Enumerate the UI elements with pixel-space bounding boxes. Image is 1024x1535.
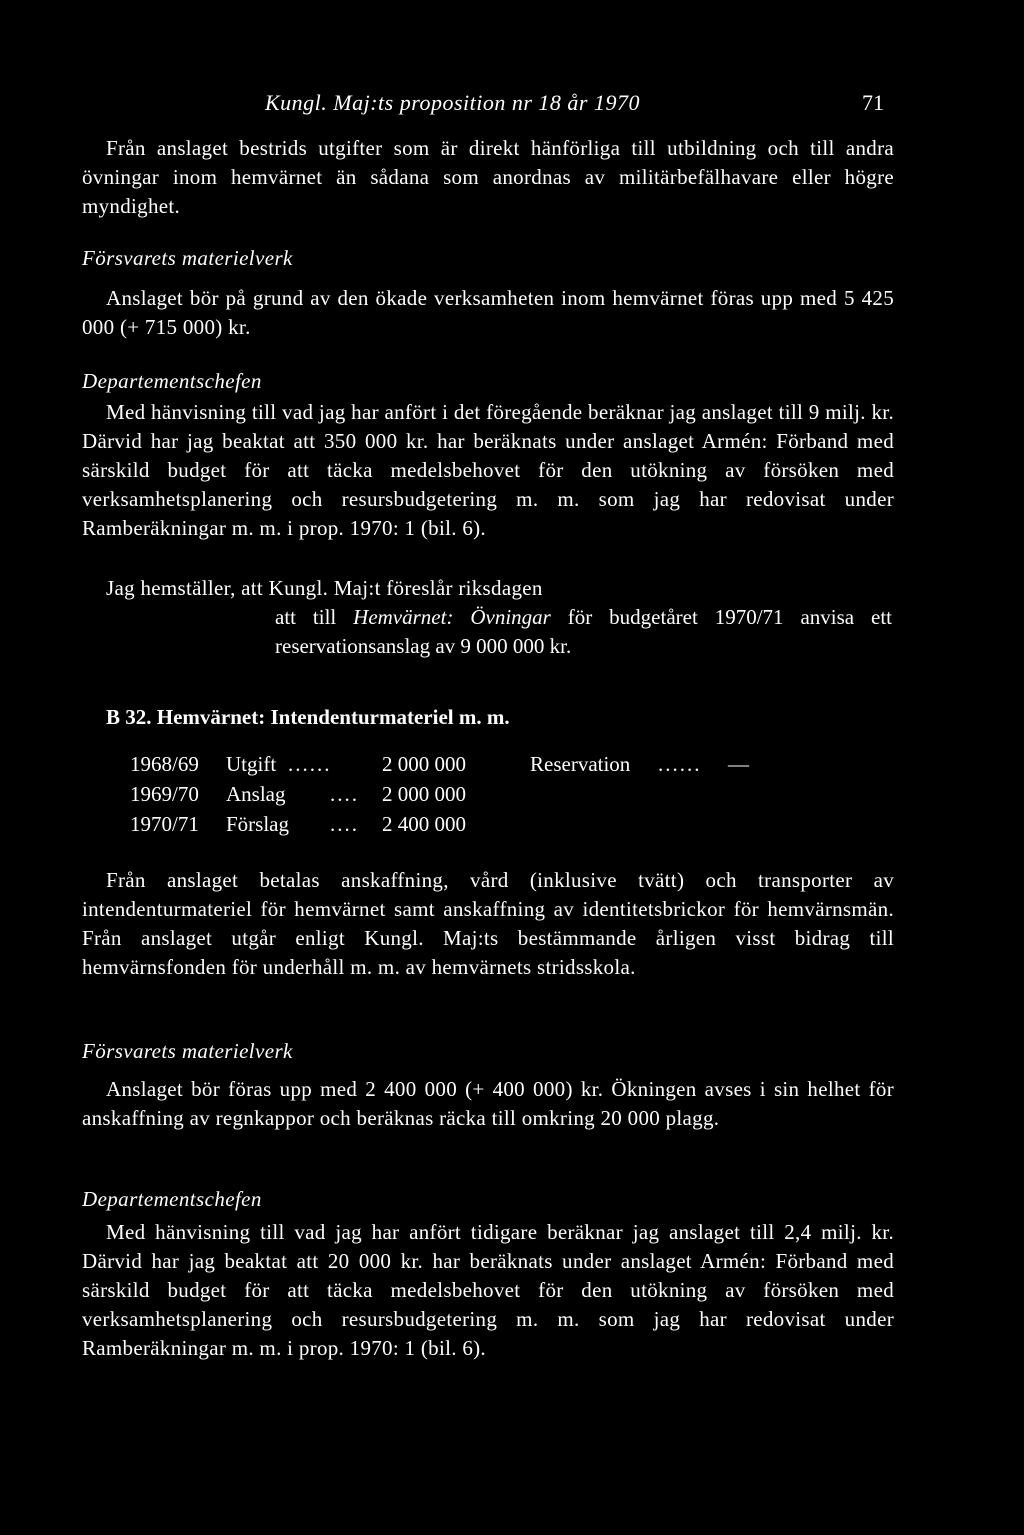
proposal-pre: att till xyxy=(275,605,354,629)
budget-year: 1968/69 xyxy=(130,752,199,776)
page-number: 71 xyxy=(862,90,884,115)
budget-label: Anslag xyxy=(226,782,286,806)
budget-label: Utgift xyxy=(226,752,277,776)
budget-row xyxy=(130,782,466,807)
running-header-title: Kungl. Maj:ts proposition nr 18 år 1970 xyxy=(265,90,640,115)
paragraph-materielverk-request-1: Anslaget bör på grund av den ökade verksamheten inom hemvärnet föras upp med 5 425 000 (+ 715 000) kr. xyxy=(82,286,894,339)
budget-year: 1969/70 xyxy=(130,782,199,806)
budget-dots: ...... xyxy=(288,752,332,776)
budget-dots: .... xyxy=(330,782,359,806)
reservation-dots: ...... xyxy=(658,752,702,776)
paragraph-materielverk-request-2: Anslaget bör föras upp med 2 400 000 (+ 400 000) kr. Ökningen avses i sin helhet för anskaffning av regnkappor och beräknas räcka till omkring 20 000 plagg. xyxy=(82,1077,894,1130)
budget-dots: .... xyxy=(330,812,359,836)
budget-amount: 2 000 000 xyxy=(382,782,466,806)
budget-row xyxy=(130,752,749,777)
paragraph-hemstaller: Jag hemställer, att Kungl. Maj:t föreslår riksdagen xyxy=(106,576,543,600)
heading-forsvarets-materielverk-2: Försvarets materielverk xyxy=(82,1039,293,1063)
paragraph-departementschefen-2: Med hänvisning till vad jag har anfört tidigare beräknar jag anslaget till 2,4 milj. kr. Därvid har jag beaktat att 20 000 kr. har beräknats under anslaget Armén: Förband med särskild budget för att täcka medelsbehovet för den utökning av försöken med verksamhetsplanering och resursbudgetering m. m. som jag har redovisat under Ramberäkningar m. m. i prop. 1970: 1 (bil. 6). xyxy=(82,1220,894,1360)
section-title: B 32. Hemvärnet: Intendenturmateriel m. m. xyxy=(106,705,510,729)
budget-year: 1970/71 xyxy=(130,812,199,836)
paragraph-proposal xyxy=(275,603,892,661)
budget-amount: 2 000 000 xyxy=(382,752,466,776)
reservation-value: — xyxy=(728,752,749,776)
budget-row xyxy=(130,812,466,837)
budget-amount: 2 400 000 xyxy=(382,812,466,836)
proposal-post: för budgetåret 1970/71 anvisa ett reservationsanslag av 9 000 000 kr. xyxy=(275,605,892,658)
proposal-appropriation-name: Hemvärnet: Övningar xyxy=(353,605,551,629)
paragraph-appropriation-use: Från anslaget betalas anskaffning, vård (inklusive tvätt) och transporter av intendenturmateriel för hemvärnet samt anskaffning av identitetsbrickor för hemvärnsmän. Från anslaget utgår enligt Kungl. Maj:ts bestämmande årligen visst bidrag till hemvärnsfonden för underhåll m. m. av hemvärnets stridsskola. xyxy=(82,868,894,979)
paragraph-appropriation-scope: Från anslaget bestrids utgifter som är direkt hänförliga till utbildning och till andra övningar inom hemvärnet än sådana som anordnas av militärbefälhavare eller högre myndighet. xyxy=(82,136,894,218)
reservation-label: Reservation xyxy=(530,752,631,776)
heading-departementschefen-1: Departementschefen xyxy=(82,369,262,393)
heading-departementschefen-2: Departementschefen xyxy=(82,1187,262,1211)
heading-forsvarets-materielverk-1: Försvarets materielverk xyxy=(82,246,293,270)
budget-label: Förslag xyxy=(226,812,289,836)
paragraph-departementschefen-1: Med hänvisning till vad jag har anfört i det föregående beräknar jag anslaget till 9 milj. kr. Därvid har jag beaktat att 350 000 kr. har beräknats under anslaget Armén: Förband med särskild budget för att täcka medelsbehovet för den utökning av försöken med verksamhetsplanering och resursbudgetering m. m. som jag har redovisat under Ramberäkningar m. m. i prop. 1970: 1 (bil. 6). xyxy=(82,400,894,540)
